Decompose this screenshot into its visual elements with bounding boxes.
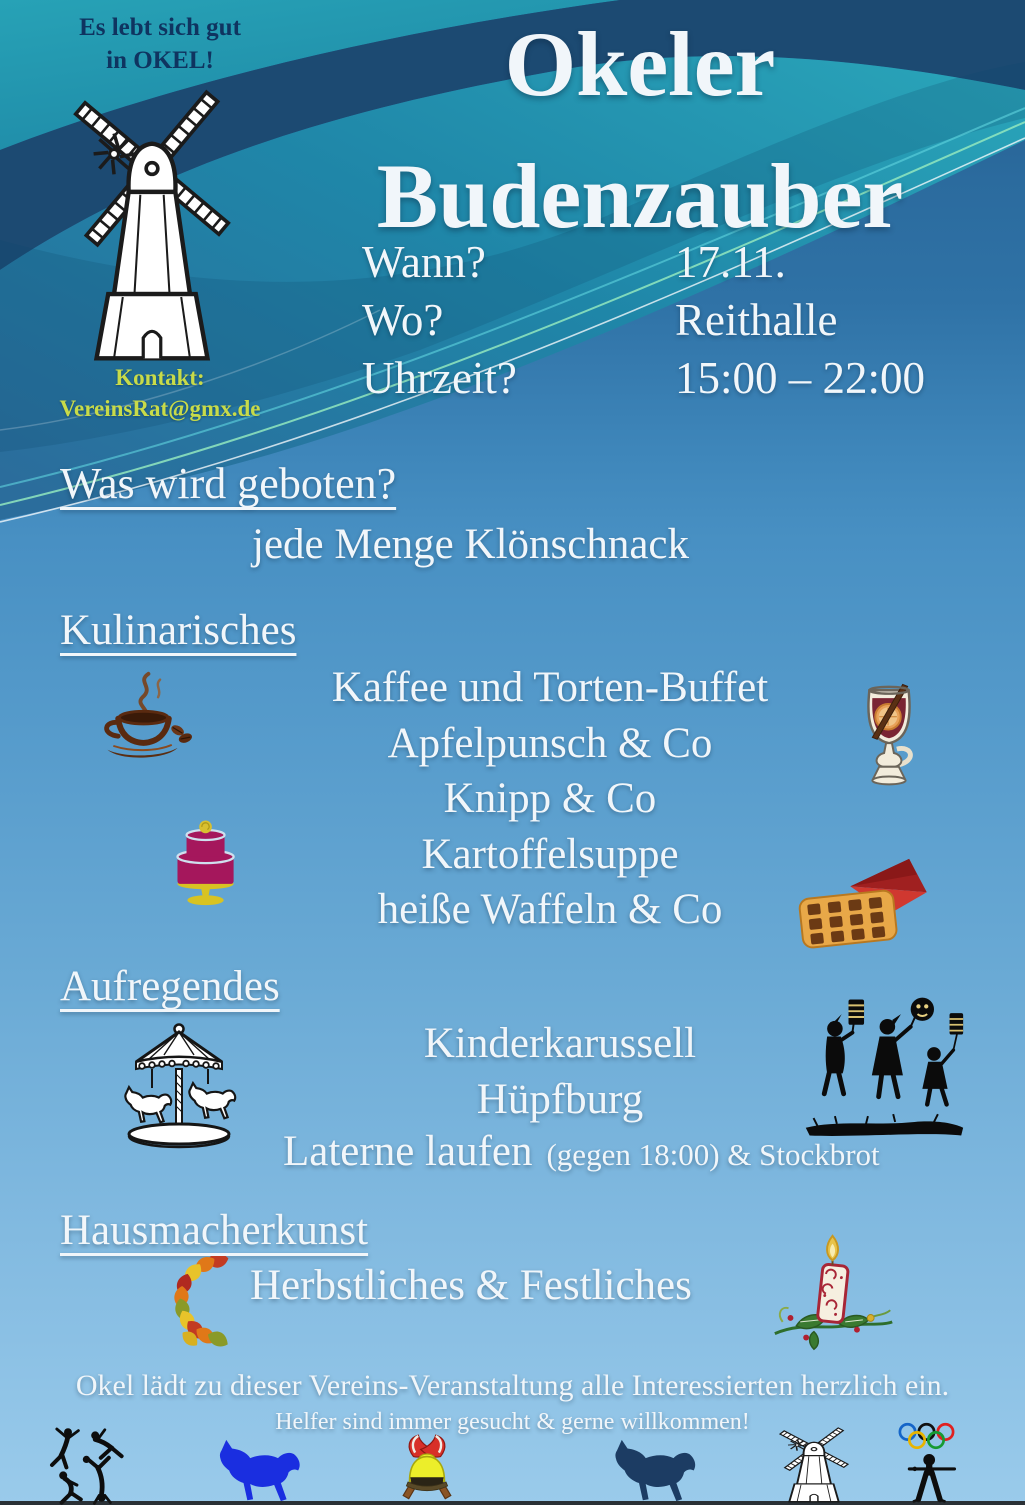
section-heading-aufregendes: Aufregendes: [60, 963, 280, 1010]
event-details: [362, 236, 925, 410]
footer-helpers: Helfer sind immer gesucht & gerne willkommen!: [275, 1409, 750, 1435]
fire-brigade-icon: [383, 1432, 471, 1505]
punch-glass-icon: [840, 682, 938, 824]
hausmacherkunst-item: Herbstliches & Festliches: [250, 1262, 692, 1309]
horse-navy-icon: [598, 1438, 703, 1505]
detail-label-wann: Wann?: [362, 237, 486, 287]
offer-subline: jede Menge Klönschnack: [252, 521, 690, 568]
contact-label: Kontakt:: [115, 365, 205, 390]
lantern-note-text: (gegen 18:00) & Stockbrot: [546, 1137, 880, 1172]
contact-email: VereinsRat@gmx.de: [59, 396, 261, 422]
slogan-line2: in OKEL!: [106, 46, 214, 74]
poster-title-line1: Okeler: [504, 13, 776, 115]
detail-value-date: 17.11.: [675, 237, 786, 287]
waffle-icon: [793, 853, 941, 951]
list-item: Kaffee und Torten-Buffet: [331, 664, 769, 711]
detail-label-uhrzeit: Uhrzeit?: [362, 353, 517, 403]
list-item: Apfelpunsch & Co: [387, 719, 713, 767]
autumn-leaves-icon: [168, 1256, 250, 1352]
detail-value-time: 15:00 – 22:00: [675, 353, 926, 403]
poster-title-line2: Budenzauber: [376, 145, 904, 247]
section-heading-kulinarisches: Kulinarisches: [60, 607, 297, 654]
bottom-edge: [0, 1501, 1025, 1505]
detail-label-wo: Wo?: [362, 295, 444, 345]
horse-blue-icon: [205, 1438, 305, 1505]
section-heading-hausmacherkunst: Hausmacherkunst: [60, 1207, 369, 1254]
lantern-main-text: Laterne laufen: [283, 1128, 533, 1175]
lantern-line: [283, 1124, 880, 1180]
olympic-rings-shooter-icon: [895, 1422, 967, 1505]
slogan-line1: Es lebt sich gut: [79, 14, 241, 41]
list-item: Kinderkarussell: [423, 1020, 697, 1067]
acrobats-icon: [30, 1425, 150, 1505]
list-item: Knipp & Co: [443, 775, 657, 822]
footer-invitation: Okel lädt zu dieser Vereins-Veranstaltung alle Interessierten herzlich ein.: [75, 1369, 950, 1402]
detail-value-location: Reithalle: [675, 295, 838, 345]
windmill-icon: [64, 78, 240, 370]
list-item: Kartoffelsuppe: [421, 830, 679, 878]
candle-icon: [763, 1228, 905, 1360]
list-item: Hüpfburg: [476, 1075, 644, 1123]
offer-heading: Was wird geboten?: [60, 459, 397, 508]
lantern-children-icon: [798, 993, 968, 1145]
list-item: heiße Waffeln & Co: [377, 886, 723, 933]
windmill-small-icon: [775, 1424, 853, 1505]
contact-block: [10, 362, 310, 424]
